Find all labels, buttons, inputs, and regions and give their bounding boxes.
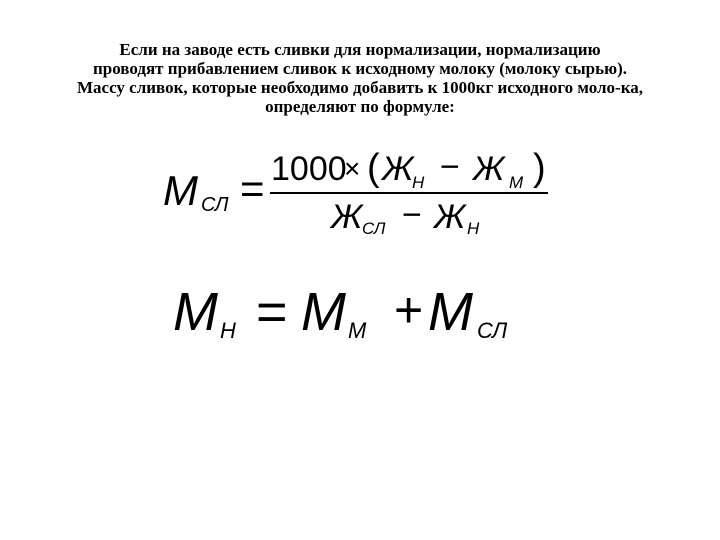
denominator-fat-b-subscript: Н: [467, 219, 480, 238]
numerator-minus: −: [440, 148, 460, 186]
fraction-bar: [270, 192, 548, 194]
formula2-lhs-symbol: M: [173, 282, 218, 342]
formula2-term2-symbol: M: [428, 282, 473, 342]
numerator-fat-a-subscript: Н: [412, 173, 425, 192]
denominator-minus: −: [402, 196, 422, 234]
formula1-equals: =: [240, 165, 265, 212]
denominator-fat-a: Ж: [331, 198, 363, 236]
formula2-term2-subscript: СЛ: [477, 318, 508, 343]
intro-line-4: определяют по формуле:: [265, 97, 455, 116]
formula2-term1-subscript: М: [348, 318, 367, 343]
formula1-lhs-subscript: СЛ: [201, 194, 229, 216]
formula2-equals: =: [256, 282, 288, 342]
numerator-fat-b-subscript: М: [509, 173, 524, 192]
denominator-fat-b: Ж: [434, 198, 466, 236]
numerator-fat-b: Ж: [473, 150, 505, 188]
formula2-plus: +: [394, 282, 424, 338]
numerator-open-paren: (: [367, 147, 380, 189]
numerator-times: ×: [344, 153, 361, 184]
formula2-term1-symbol: M: [301, 282, 346, 342]
denominator-fat-a-subscript: СЛ: [362, 219, 386, 238]
formula2-lhs-subscript: Н: [220, 318, 236, 343]
intro-line-1: Если на заводе есть сливки для нормализации, нормализацию: [119, 40, 601, 59]
intro-line-2: проводят прибавлением сливок к исходному молоку (молоку сырью).: [92, 59, 628, 78]
numerator-fat-a: Ж: [382, 150, 414, 188]
numerator-coefficient: 1000: [271, 150, 347, 188]
intro-line-3: Массу сливок, которые необходимо добавить к 1000кг исходного моло-ка,: [77, 78, 643, 97]
formula1-lhs-symbol: M: [163, 167, 198, 214]
numerator-close-paren: ): [533, 147, 546, 189]
intro-paragraph: [30, 40, 690, 116]
